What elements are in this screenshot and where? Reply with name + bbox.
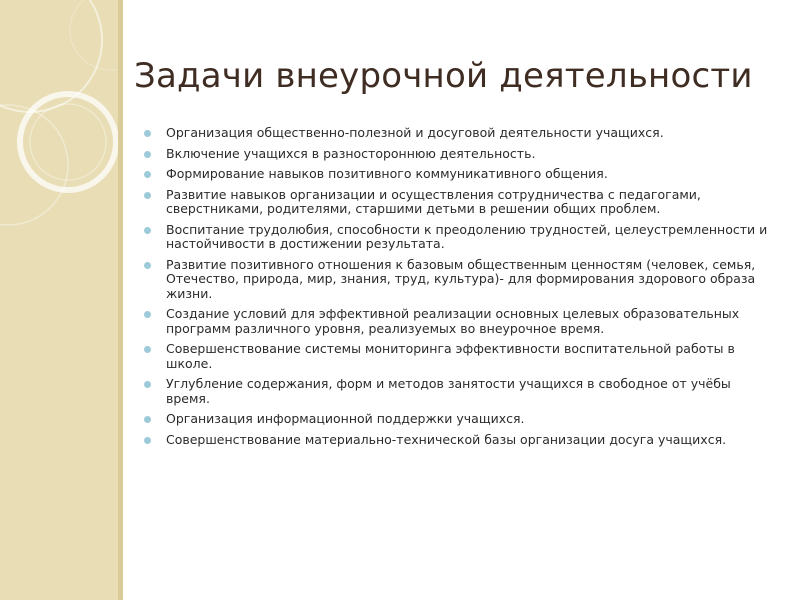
bullet-dot-icon (144, 130, 151, 137)
list-item (144, 126, 774, 141)
list-item (144, 433, 774, 448)
list-item (144, 307, 774, 336)
bullet-dot-icon (144, 437, 151, 444)
bullet-dot-icon (144, 346, 151, 353)
bullet-dot-icon (144, 192, 151, 199)
bullet-dot-icon (144, 227, 151, 234)
sidebar-edge (118, 0, 123, 600)
bullet-text: Углубление содержания, форм и методов занятости учащихся в свободное от учёбы время. (166, 376, 731, 406)
bullet-text: Включение учащихся в разностороннюю деятельность. (166, 145, 536, 161)
bullet-dot-icon (144, 262, 151, 269)
slide-title: Задачи внеурочной деятельности (134, 56, 753, 96)
list-item (144, 258, 774, 302)
list-item (144, 223, 774, 252)
decorative-circles-icon (0, 0, 118, 600)
bullet-dot-icon (144, 171, 151, 178)
list-item (144, 188, 774, 217)
bullet-text: Создание условий для эффективной реализации основных целевых образовательных программ различного уровня, реализуемых во внеурочное время. (166, 306, 740, 336)
bullet-text: Организация общественно-полезной и досуговой деятельности учащихся. (166, 125, 664, 140)
bullet-list (144, 126, 774, 453)
bullet-dot-icon (144, 381, 151, 388)
decorative-sidebar (0, 0, 118, 600)
bullet-dot-icon (144, 416, 151, 423)
bullet-text: Развитие позитивного отношения к базовым общественным ценностям (человек, семья, Отечество, природа, мир, знания, труд, культура)- для формирования здорового образа жизни. (166, 256, 756, 301)
list-item (144, 167, 774, 182)
list-item (144, 377, 774, 406)
list-item (144, 147, 774, 162)
list-item (144, 412, 774, 427)
bullet-dot-icon (144, 311, 151, 318)
bullet-text: Совершенствование системы мониторинга эффективности воспитательной работы в школе. (166, 341, 735, 371)
bullet-text: Организация информационной поддержки учащихся. (166, 411, 525, 426)
bullet-text: Воспитание трудолюбия, способности к преодолению трудностей, целеустремленности и настойчивости в достижении результата. (166, 221, 768, 251)
bullet-text: Развитие навыков организации и осуществления сотрудничества с педагогами, сверстниками, родителями, старшими детьми в решении общих проблем. (166, 186, 701, 216)
list-item (144, 342, 774, 371)
bullet-text: Совершенствование материально-технической базы организации досуга учащихся. (166, 431, 727, 447)
bullet-text: Формирование навыков позитивного коммуникативного общения. (166, 166, 608, 181)
bullet-dot-icon (144, 151, 151, 158)
